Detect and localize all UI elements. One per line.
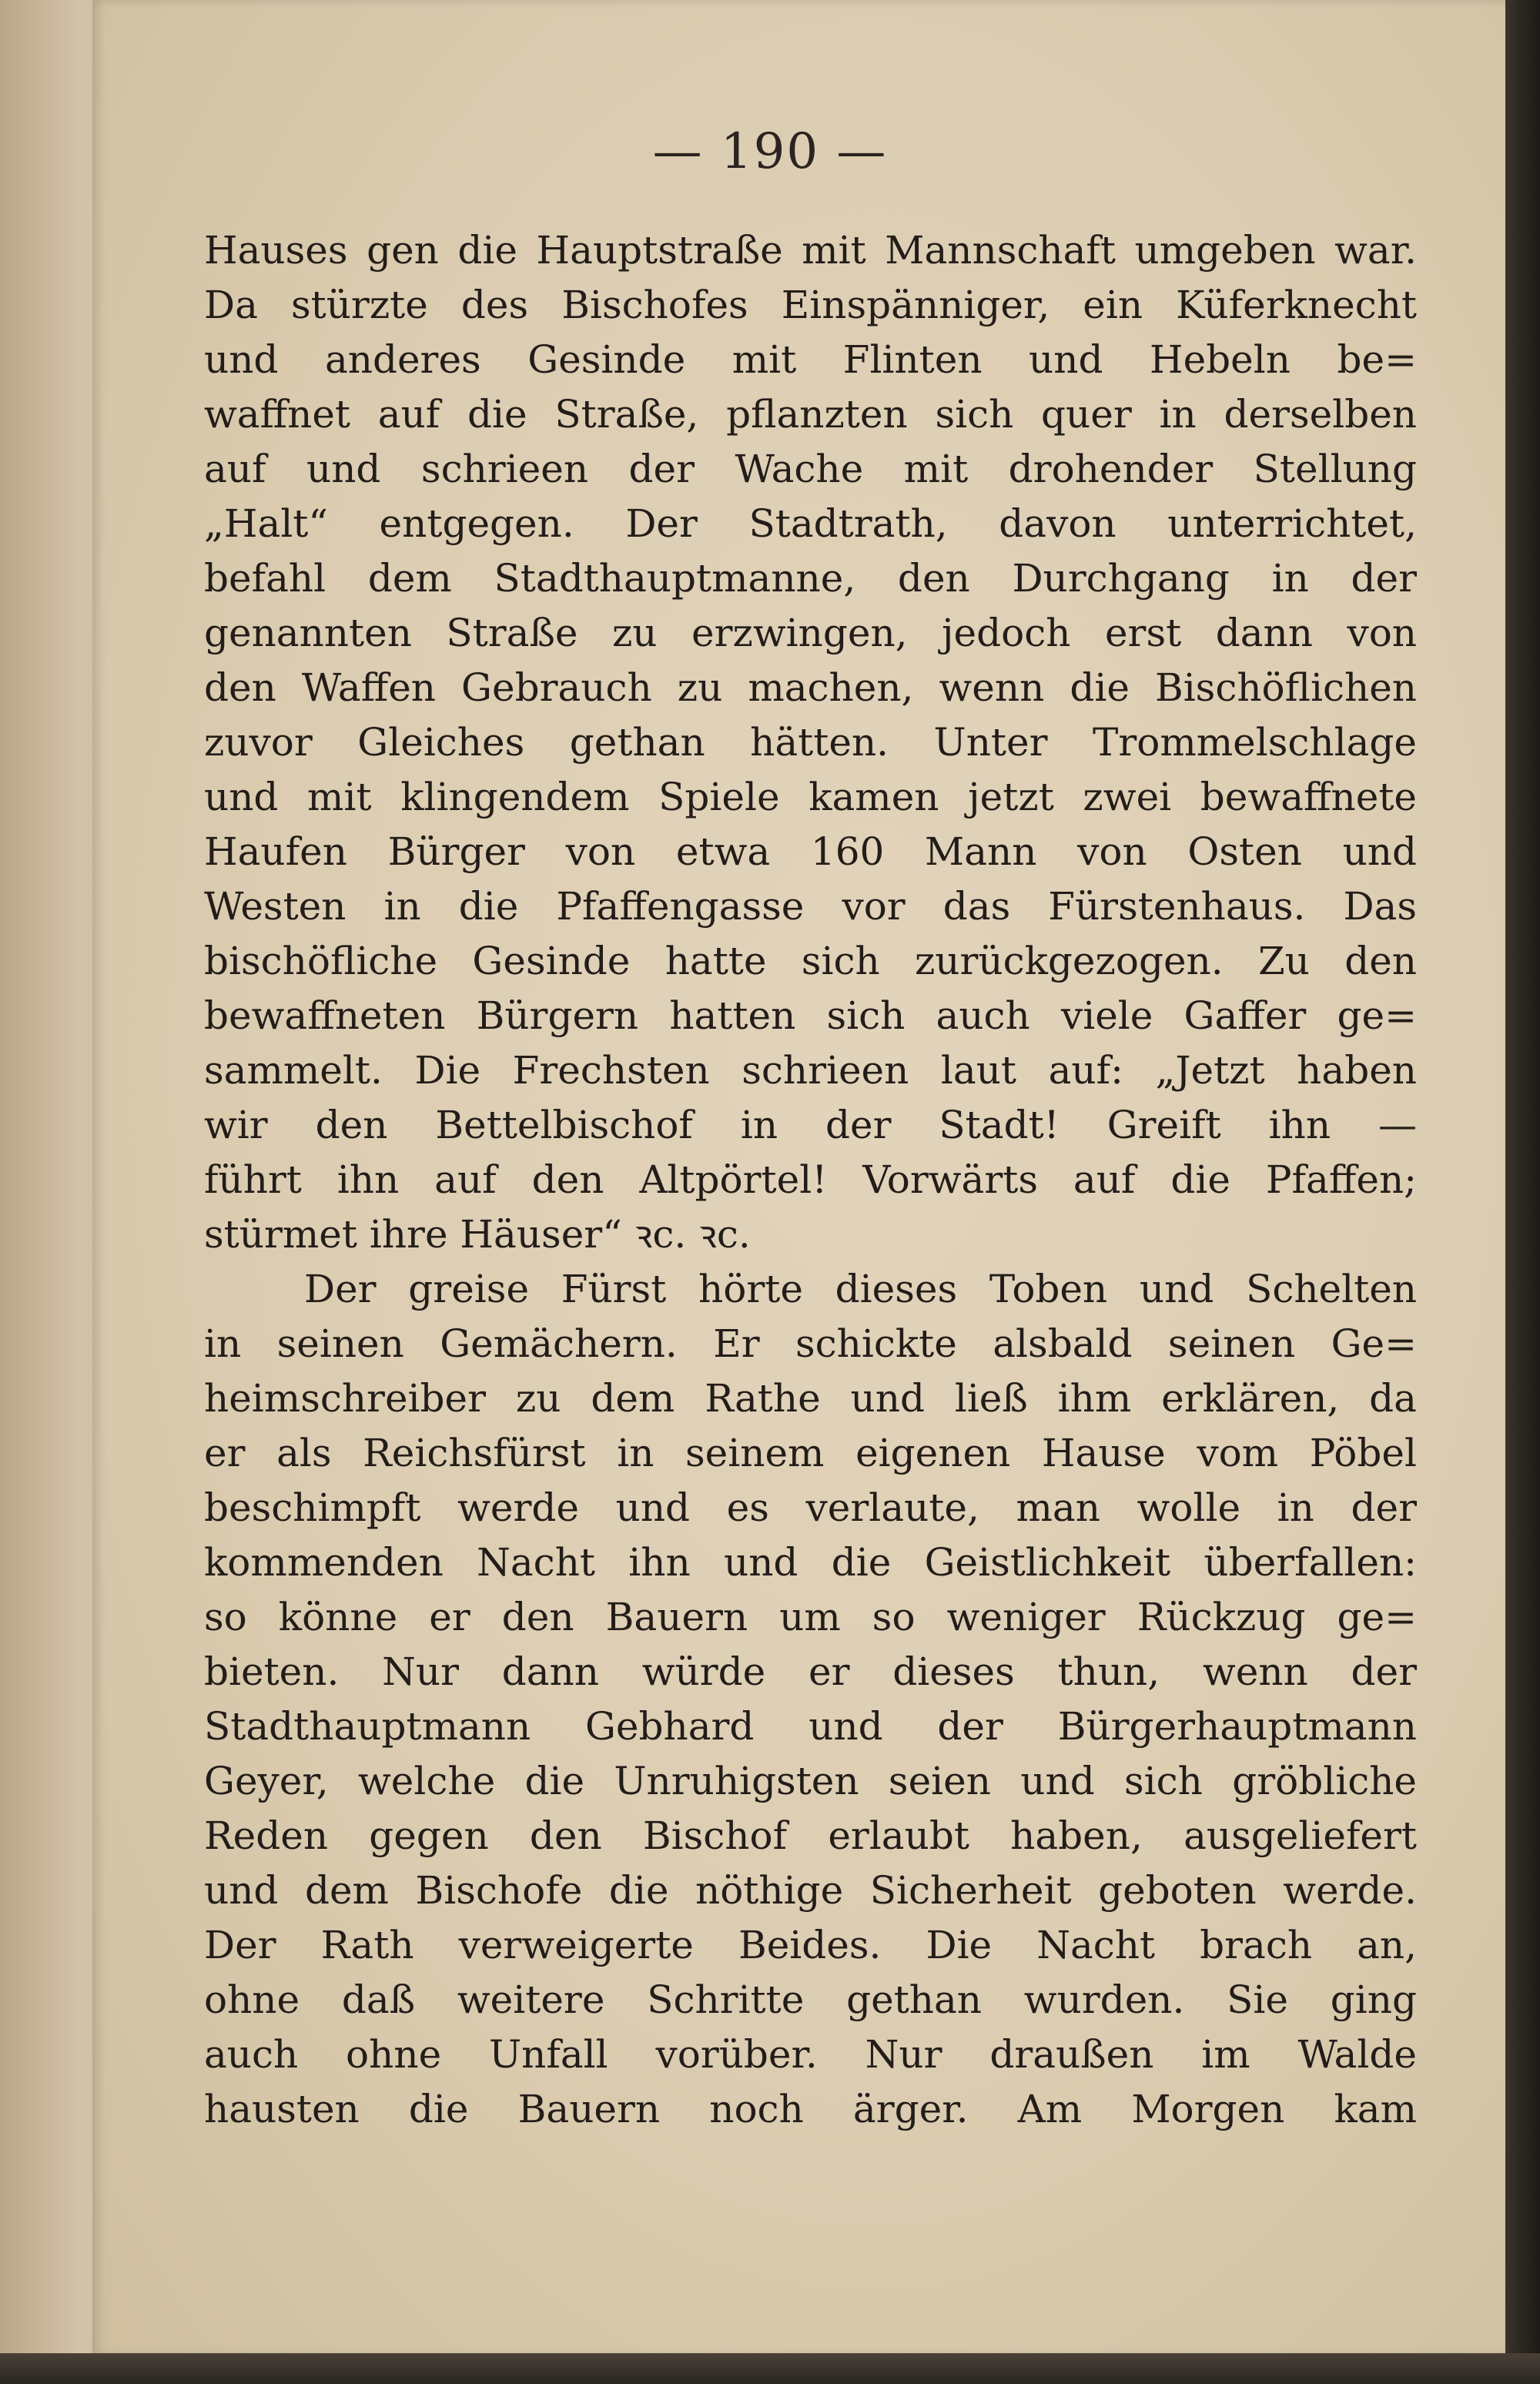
page-number: — 190 — [652, 123, 888, 180]
text-line: und mit klingendem Spiele kamen jetzt zwei bewaffnete [204, 775, 1417, 819]
text-line: hausten die Bauern noch ärger. Am Morgen kam [204, 2087, 1417, 2131]
text-line: sammelt. Die Frechsten schrieen laut auf: „Jetzt haben [204, 1048, 1417, 1093]
text-line: Haufen Bürger von etwa 160 Mann von Osten und [204, 829, 1417, 874]
text-line: heimschreiber zu dem Rathe und ließ ihm erklären, da [204, 1376, 1417, 1421]
text-line: und dem Bischofe die nöthige Sicherheit geboten werde. [204, 1868, 1417, 1913]
text-line: führt ihn auf den Altpörtel! Vorwärts auf die Pfaffen; [204, 1157, 1417, 1202]
text-line: genannten Straße zu erzwingen, jedoch erst dann von [204, 611, 1417, 655]
text-line: Reden gegen den Bischof erlaubt haben, ausgeliefert [204, 1813, 1417, 1858]
text-line: „Halt“ entgegen. Der Stadtrath, davon unterrichtet, [204, 501, 1417, 546]
page-shadow-bottom [0, 2353, 1540, 2384]
text-line: bewaffneten Bürgern hatten sich auch viele Gaffer ge= [204, 993, 1417, 1038]
text-line: waffnet auf die Straße, pflanzten sich quer in derselben [204, 392, 1417, 437]
text-line: kommenden Nacht ihn und die Geistlichkeit überfallen: [204, 1540, 1417, 1585]
text-line: Da stürzte des Bischofes Einspänniger, ein Küferknecht [204, 283, 1417, 327]
text-line: auf und schrieen der Wache mit drohender Stellung [204, 447, 1417, 491]
text-line: Hauses gen die Hauptstraße mit Mannschaft umgeben war. [204, 228, 1417, 273]
text-line: den Waffen Gebrauch zu machen, wenn die Bischöflichen [204, 665, 1417, 710]
body-text [204, 223, 1417, 2137]
text-line: er als Reichsfürst in seinem eigenen Hause vom Pöbel [204, 1431, 1417, 1475]
text-line: bischöfliche Gesinde hatte sich zurückgezogen. Zu den [204, 939, 1417, 983]
text-line: Der Rath verweigerte Beides. Die Nacht brach an, [204, 1923, 1417, 1967]
text-line: in seinen Gemächern. Er schickte alsbald seinen Ge= [204, 1321, 1417, 1366]
page-shadow-right [1505, 0, 1540, 2384]
text-line: ohne daß weitere Schritte gethan wurden. Sie ging [204, 1977, 1417, 2022]
text-line: und anderes Gesinde mit Flinten und Hebeln be= [204, 337, 1417, 382]
text-line: bieten. Nur dann würde er dieses thun, wenn der [204, 1649, 1417, 1694]
text-line: Stadthauptmann Gebhard und der Bürgerhauptmann [204, 1704, 1417, 1749]
text-line: wir den Bettelbischof in der Stadt! Greift ihn — [204, 1103, 1417, 1147]
text-line: befahl dem Stadthauptmanne, den Durchgang in der [204, 556, 1417, 601]
text-line: Westen in die Pfaffengasse vor das Fürstenhaus. Das [204, 884, 1417, 929]
text-line: so könne er den Bauern um so weniger Rückzug ge= [204, 1595, 1417, 1639]
text-line: auch ohne Unfall vorüber. Nur draußen im Walde [204, 2032, 1417, 2077]
text-line: zuvor Gleiches gethan hätten. Unter Trommelschlage [204, 720, 1417, 765]
text-line: Geyer, welche die Unruhigsten seien und sich gröbliche [204, 1759, 1417, 1803]
text-line: stürmet ihre Häuser“ ꝛc. ꝛc. [204, 1212, 751, 1257]
text-line: beschimpft werde und es verlaute, man wolle in der [204, 1485, 1417, 1530]
paragraph-start-line: Der greise Fürst hörte dieses Toben und Schelten [304, 1267, 1417, 1311]
